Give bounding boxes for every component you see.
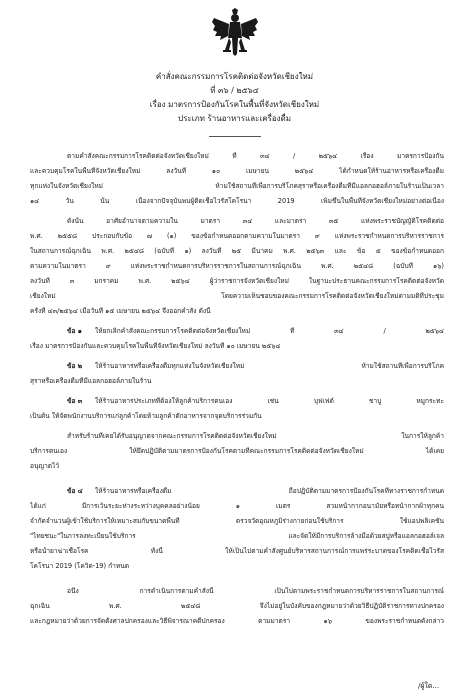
clause-1-line: เรื่อง มาตรการป้องกันและควบคุมโรคในพื้นที่จังหวัดเชียงใหม่ ลงวันที่ ๑๐ เมษายน ๒๕๖๔ — [30, 342, 281, 350]
garuda-emblem-icon — [212, 8, 258, 58]
order-subject: เรื่อง มาตรการป้องกันโรคในพื้นที่จังหวัดเชียงใหม่ — [149, 100, 320, 109]
clause-4-label: ข้อ ๔ — [67, 487, 83, 495]
preamble-line: ๑๔ วัน นั้น เนื่องจากปัจจุบันพบผู้ติดเชื้อไวรัสโคโรนา 2019 เพิ่มขึ้นในพื้นที่จังหวัดเชียงใหม่อย่างต่อเนื่อง — [30, 197, 444, 205]
page-continuation: /ผู้ใด... — [418, 682, 440, 690]
order-title: คำสั่งคณะกรรมการโรคติดต่อจังหวัดเชียงใหม่ — [155, 72, 314, 81]
legal-basis-line: ตามความในมาตรา ๙ แห่งพระราชกำหนดการบริหารราชการในสถานการณ์ฉุกเฉิน พ.ศ. ๒๕๔๘ (ฉบับที่ ๑๖) — [30, 262, 444, 270]
clause-2-label: ข้อ ๒ — [67, 362, 83, 370]
clause-2-line: ให้ร้านอาหารหรือเครื่องดื่มทุกแห่งในจังหวัดเชียงใหม่ ห้ามใช้สถานที่เพื่อการบริโภค — [95, 362, 444, 370]
clause-1-label: ข้อ ๑ — [67, 327, 82, 335]
clause-1-line: ให้ยกเลิกคำสั่งคณะกรรมการโรคติดต่อจังหวัดเชียงใหม่ ที่ ๓๔ / ๒๕๖๔ — [95, 327, 444, 335]
clause-3-line: สำหรับร้านที่เคยได้รับอนุญาตจากคณะกรรมการโรคติดต่อจังหวัดเชียงใหม่ ในการให้ลูกค้า — [67, 432, 444, 440]
order-number: ที่ ๓๖ / ๒๕๖๔ — [210, 86, 259, 95]
legal-basis-line: ลงวันที่ ๓ มกราคม พ.ศ. ๒๕๖๔ ผู้ว่าราชการจังหวัดเชียงใหม่ ในฐานะประธานคณะกรรมการโรคติดต่อจังหวัด — [30, 277, 444, 285]
preamble-line: ทุกแห่งในจังหวัดเชียงใหม่ ห้ามใช้สถานที่เพื่อการบริโภคสุราหรือเครื่องดื่มที่มีแอลกอฮอล์ภายในร้านเป็นเวลา — [30, 182, 444, 190]
clause-4-line: จำกัดจำนวนผู้เข้าใช้บริการให้เหมาะสมกับขนาดพื้นที่ ตรวจวัดอุณหภูมิร่างกายก่อนใช้บริการ ใช้แอปพลิเคชัน — [30, 517, 444, 525]
legal-basis-line: ครั้งที่ ๔๓/๒๕๖๔ เมื่อวันที่ ๑๕ เมษายน ๒๕๖๔ จึงออกคำสั่ง ดังนี้ — [30, 307, 211, 315]
clause-4-line: โคโรนา 2019 (โควิด-19) กำหนด — [30, 562, 129, 570]
clause-2-line: สุราหรือเครื่องดื่มที่มีแอลกอฮอล์ภายในร้าน — [30, 377, 152, 385]
clause-3-line: ให้ร้านอาหารประเภทที่ต้องให้ลูกค้าบริการตนเอง เช่น บุฟเฟต์ ชาบู หมูกระทะ — [95, 397, 444, 405]
closing-line: ฉุกเฉิน พ.ศ. ๒๕๔๘ จึงไม่อยู่ในบังคับของกฎหมายว่าด้วยวิธีปฏิบัติราชการทางปกครอง — [30, 602, 444, 610]
clause-3-label: ข้อ ๓ — [67, 397, 83, 405]
order-type: ประเภท ร้านอาหารและเครื่องดื่ม — [177, 114, 292, 123]
header-divider — [209, 136, 261, 137]
closing-line: และกฎหมายว่าด้วยการจัดตั้งศาลปกครองและวิธีพิจารณาคดีปกครอง ตามมาตรา ๑๖ ของพระราชกำหนดดังกล่าว — [30, 617, 444, 625]
legal-basis-line: พ.ศ. ๒๕๕๘ ประกอบกับข้อ ๗ (๑) ของข้อกำหนดออกตามความในมาตรา ๙ แห่งพระราชกำหนดการบริหารราชการ — [30, 232, 444, 240]
legal-basis-line: ในสถานการณ์ฉุกเฉิน พ.ศ. ๒๕๔๘ (ฉบับที่ ๑) ลงวันที่ ๒๕ มีนาคม พ.ศ. ๒๕๖๓ และ ข้อ ๕ ของข้อกำหนดออก — [30, 247, 444, 255]
clause-3-line: อนุญาตไว้ — [30, 462, 60, 470]
clause-3-line: เป็นต้น ให้จัดพนักงานบริการแก่ลูกค้าโดยห้ามลูกค้าตักอาหารจากจุดบริการร่วมกัน — [30, 412, 262, 420]
clause-3-line: บริการตนเอง ให้ยึดปฏิบัติตามมาตรการป้องกันโรคตามที่คณะกรรมการโรคติดต่อจังหวัดเชียงใหม่ ได้เคย — [30, 447, 444, 455]
clause-4-line: ได้แก่ มีการเว้นระยะห่างระหว่างบุคคลอย่างน้อย ๑ เมตร สวมหน้ากากอนามัยหรือหน้ากากผ้าทุกคน — [30, 502, 444, 510]
closing-line: อนึ่ง การดำเนินการตามคำสั่งนี้ เป็นไปตามพระราชกำหนดการบริหารราชการในสถานการณ์ — [67, 587, 444, 595]
preamble-line: ตามคำสั่งคณะกรรมการโรคติดต่อจังหวัดเชียงใหม่ ที่ ๓๔ / ๒๕๖๔ เรื่อง มาตรการป้องกัน — [67, 152, 444, 160]
preamble-line: และควบคุมโรคในพื้นที่จังหวัดเชียงใหม่ ลงวันที่ ๑๐ เมษายน ๒๕๖๔ ได้กำหนดให้ร้านอาหารหรือเครื่องดื่ม — [30, 167, 444, 175]
clause-4-line: ให้ร้านอาหารหรือเครื่องดื่ม ถือปฏิบัติตามมาตรการป้องกันโรคที่ทางราชการกำหนด — [95, 487, 444, 495]
legal-basis-line: เชียงใหม่ โดยความเห็นชอบของคณะกรรมการโรคติดต่อจังหวัดเชียงใหม่ตามมติที่ประชุม — [30, 292, 444, 300]
clause-4-line: "ไทยชนะ"ในการลงทะเบียนใช้บริการ และจัดให้มีการบริการล้างมือด้วยสบู่หรือแอลกอฮอล์เจล — [30, 532, 444, 540]
legal-basis-line: ดังนั้น อาศัยอำนาจตามความใน มาตรา ๓๔ และมาตรา ๓๕ แห่งพระราชบัญญัติโรคติดต่อ — [67, 217, 444, 225]
clause-4-line: หรือน้ำยาฆ่าเชื้อโรค ทั้งนี้ ให้เป็นไปตามคำสั่งศูนย์บริหารสถานการณ์การแพร่ระบาดของโรคติดเชื้อไวรัส — [30, 547, 444, 555]
